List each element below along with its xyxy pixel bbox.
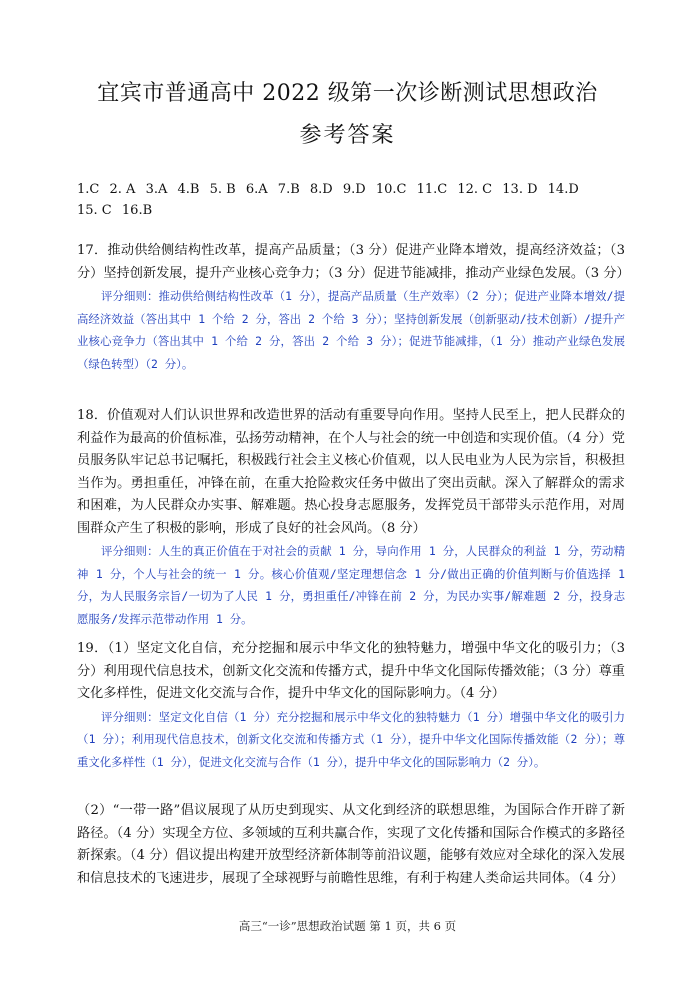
answer-item: 5. B	[209, 182, 236, 197]
answer-item: 3.A	[145, 182, 168, 197]
question-19-part-2	[77, 800, 625, 890]
answer-item: 4.B	[177, 182, 200, 197]
answer-item: 9.D	[342, 182, 366, 197]
answer-item: 6.A	[245, 182, 268, 197]
answer-item: 10.C	[375, 182, 407, 197]
page-title: 宜宾市普通高中 2022 级第一次诊断测试思想政治	[97, 81, 598, 106]
answer-item: 7.B	[277, 182, 300, 197]
question-19-part-1	[77, 638, 625, 773]
question-17	[77, 240, 630, 375]
page-subtitle: 参考答案	[299, 123, 396, 148]
question-18-criteria: 评分细则：人生的真正价值在于对社会的贡献 1 分，导向作用 1 分，人民群众的利益 1 分，劳动精神 1 分，个人与社会的统一 1 分。核心价值观/坚定理想信念 1 分/做出正确的价值判断与价值选择 1 分，为人民服务宗旨/一切为了人民 1 分，勇担重任/冲锋在前 2 分，为民办实事/解难题 2 分，投身志愿服务/发挥示范带动作用 1 分。	[77, 544, 625, 626]
answer-item: 15. C	[77, 203, 112, 218]
question-19-1-answer: 19．（1）坚定文化自信，充分挖掘和展示中华文化的独特魅力，增强中华文化的吸引力；（3 分）利用现代信息技术，创新文化交流和传播方式，提升中华文化国际传播效能；（3 分）尊重文化多样性，促进文化交流与合作，提升中华文化的国际影响力。（4 分）	[77, 641, 625, 701]
question-18	[77, 405, 625, 630]
answer-item: 11.C	[416, 182, 448, 197]
answer-item: 12. C	[457, 182, 493, 197]
answer-item: 1.C	[77, 182, 100, 197]
question-19-1-criteria: 评分细则：坚定文化自信（1 分）充分挖掘和展示中华文化的独特魅力（1 分）增强中华文化的吸引力（1 分）；利用现代信息技术，创新文化交流和传播方式（1 分），提升中华文化国际传播效能（2 分）；尊重文化多样性（1 分），促进文化交流与合作（1 分），提升中华文化的国际影响力（2 分）。	[77, 709, 625, 769]
answer-item: 13. D	[502, 182, 538, 197]
question-17-answer: 17．推动供给侧结构性改革，提高产品质量；（3 分）促进产业降本增效，提高经济效益；（3 分）坚持创新发展，提升产业核心竞争力；（3 分）促进节能减排，推动产业绿色发展。（3 分）	[77, 243, 630, 281]
question-18-answer: 18．价值观对人们认识世界和改造世界的活动有重要导向作用。坚持人民至上，把人民群众的利益作为最高的价值标准，弘扬劳动精神，在个人与社会的统一中创造和实现价值。（4 分）党员服务队牢记总书记嘱托，积极践行社会主义核心价值观，以人民电业为人民为宗旨，积极担当作为。勇担重任，冲锋在前，在重大抢险救灾任务中做出了突出贡献。深入了解群众的需求和困难，为人民群众办实事、解难题。热心投身志愿服务，发挥党员干部带头示范作用，对周围群众产生了积极的影响，形成了良好的社会风尚。（8 分）	[77, 408, 625, 536]
page-footer: 高三“一诊”思想政治试题 第 1 页，共 6 页	[238, 919, 457, 933]
answer-item: 14.D	[547, 182, 579, 197]
question-19-2-answer: （2）“一带一路”倡议展现了从历史到现实、从文化到经济的联想思维，为国际合作开辟了新路径。（4 分）实现全方位、多领域的互利共赢合作，实现了文化传播和国际合作模式的多路径新探索。（4 分）倡议提出构建开放型经济新体制等前沿议题，能够有效应对全球化的深入发展和信息技术的飞速进步，展现了全球视野与前瞻性思维，有利于构建人类命运共同体。（4 分）	[77, 803, 625, 886]
answer-item: 16.B	[121, 203, 153, 218]
question-17-criteria: 评分细则：推动供给侧结构性改革（1 分），提高产品质量（生产效率）（2 分）；促进产业降本增效/提高经济效益（答出其中 1 个给 2 分，答出 2 个给 3 分）；坚持创新发展（创新驱动/技术创新）/提升产业核心竞争力（答出其中 1 个给 2 分，答出 2 个给 3 分）；促进节能减排，（1 分）推动产业绿色发展（绿色转型）（2 分）。	[77, 289, 625, 371]
answer-item: 8.D	[309, 182, 333, 197]
choice-answers	[77, 179, 627, 221]
answer-item: 2. A	[109, 182, 136, 197]
